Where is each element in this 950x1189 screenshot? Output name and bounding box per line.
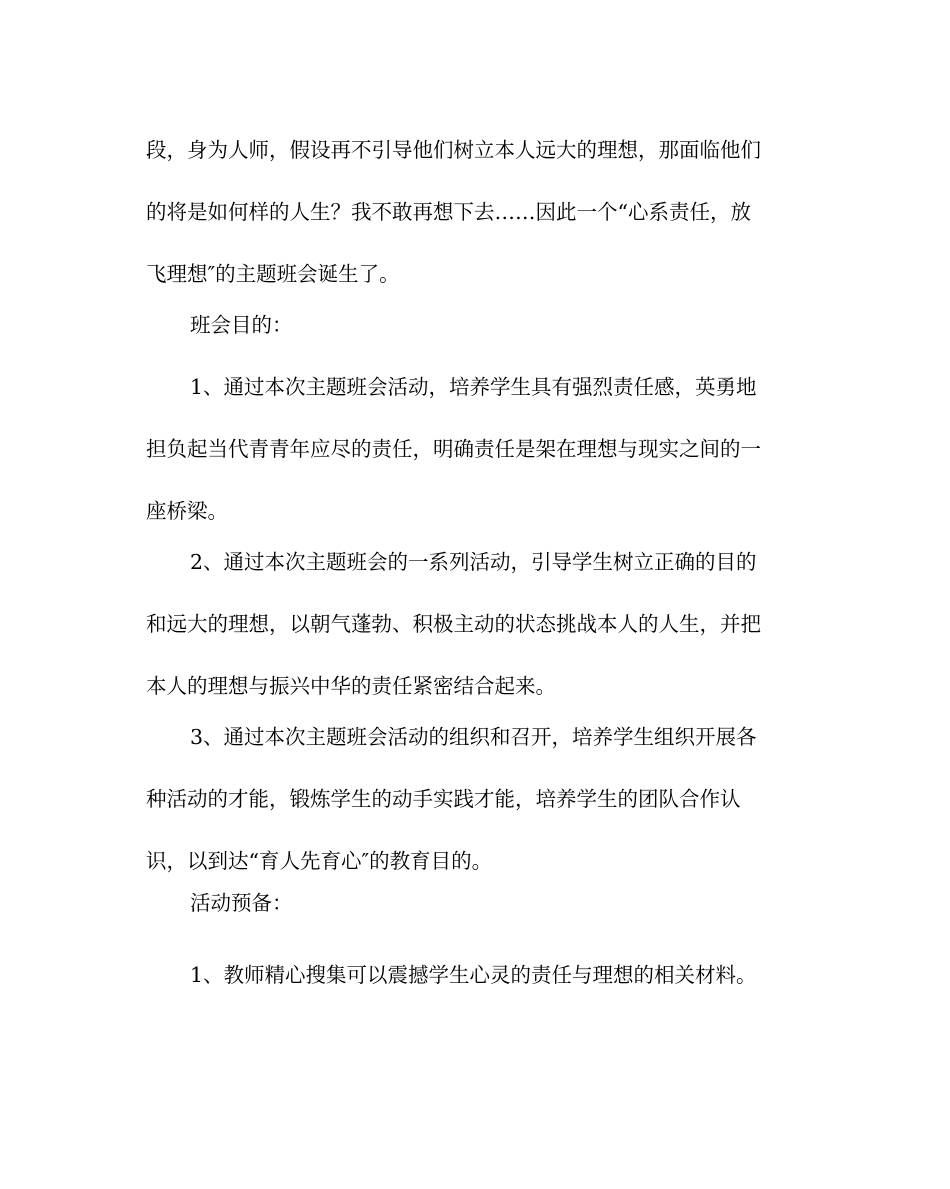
text-line: 和远大的理想，以朝气蓬勃、积极主动的状态挑战本人的人生，并把 — [146, 612, 761, 636]
text-line: 飞理想″的主题班会诞生了。 — [146, 262, 400, 286]
text-line: 段，身为人师，假设再不引导他们树立本人远大的理想，那面临他们 — [146, 138, 761, 162]
text-line: 3、通过本次主题班会活动的组织和召开，培养学生组织开展各 — [190, 725, 757, 749]
text-line: 担负起当代青青年应尽的责任，明确责任是架在理想与现实之间的一 — [146, 437, 761, 461]
text-line: 识，以到达“育人先育心″的教育目的。 — [146, 849, 493, 873]
purpose-item-2 — [146, 531, 806, 717]
purpose-heading: 班会目的： — [190, 313, 293, 337]
prep-heading: 活动预备： — [190, 891, 293, 915]
text-line: 2、通过本次主题班会的一系列活动，引导学生树立正确的目的 — [190, 550, 757, 574]
text-line: 本人的理想与振兴中华的责任紧密结合起来。 — [146, 674, 556, 698]
intro-paragraph — [146, 119, 806, 305]
text-line: 的将是如何样的人生？我不敢再想下去……因此一个“心系责任，放 — [146, 200, 751, 224]
text-line: 1、教师精心搜集可以震撼学生心灵的责任与理想的相关材料。 — [190, 963, 757, 987]
prep-item-1 — [146, 944, 806, 1006]
text-line: 座桥梁。 — [146, 499, 228, 523]
text-line: 1、通过本次主题班会活动，培养学生具有强烈责任感，英勇地 — [190, 375, 757, 399]
purpose-item-1 — [146, 356, 806, 542]
text-line: 种活动的才能，锻炼学生的动手实践才能，培养学生的团队合作认 — [146, 787, 741, 811]
purpose-item-3 — [146, 706, 806, 892]
